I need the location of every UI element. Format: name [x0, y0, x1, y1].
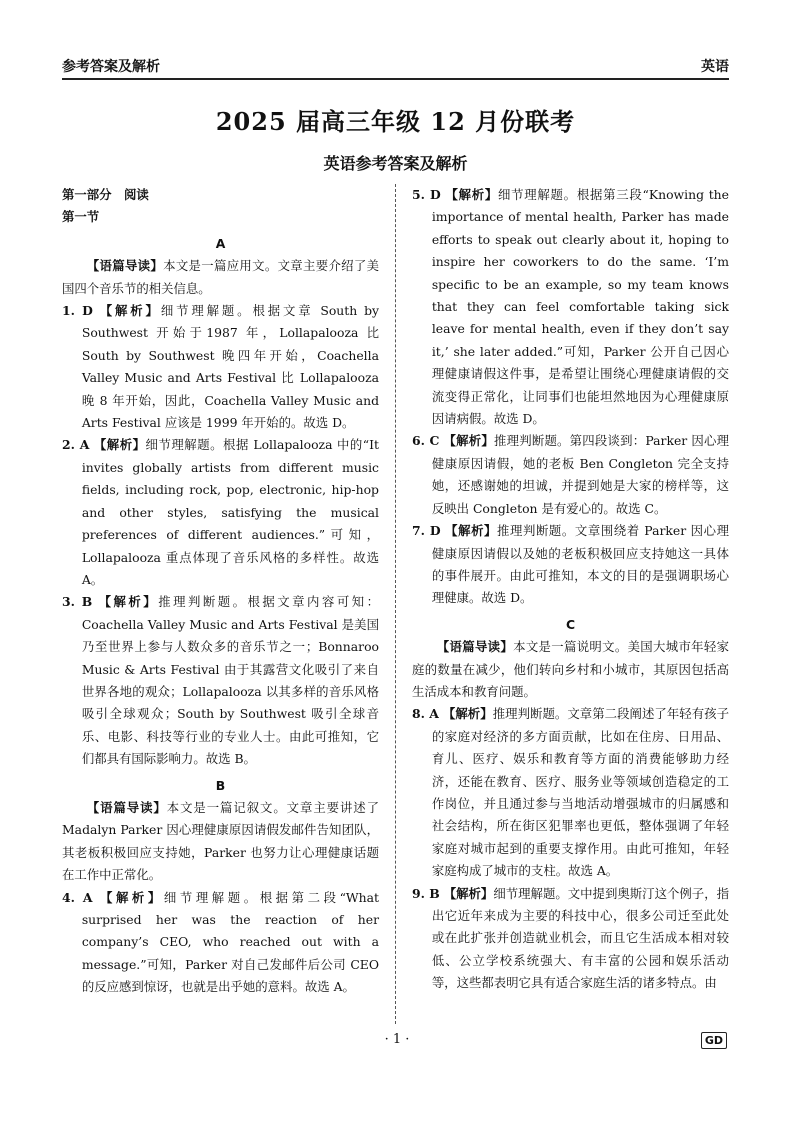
analysis-tag: 【解析】: [99, 303, 161, 319]
answer-item-6: [412, 430, 729, 520]
passage-a-letter: A: [215, 235, 226, 251]
answer-item-5: [412, 184, 729, 430]
right-column: [402, 184, 729, 1024]
header-subject-label: 英语: [701, 59, 729, 75]
intro-text: 本文是一篇应用文。文章主要介绍了美国四个音乐节的相关信息。: [62, 258, 379, 296]
analysis-text: 推理判断题。第四段谈到：Parker 因心理健康原因请假，她的老板 Ben Congleton 完全支持她，还感谢她的坦诚，并提到她是大家的榜样等，这反映出 Congleton 是有爱心的。故选 C。: [431, 433, 729, 516]
analysis-tag: 【解析】: [443, 885, 494, 901]
analysis-text: 细节理解题。文中提到奥斯汀这个例子，指出它近年来成为主要的科技中心，很多公司迁至此处或在此扩张并创造就业机会，而且它生活成本相对较低、公立学校系统强大、有丰富的公园和娱乐活动等，这些都表明它具有适合家庭生活的诸多特点。由: [431, 885, 729, 991]
analysis-text: 细节理解题。根据 Lollapalooza 中的“It invites globally artists from different music fields, including rock, pop, electronic, hip-hop and other styles, satisfying the musical preferences of different audiences.”可知，Lollapalooza 重点体现了音乐风格的多样性。故选 A。: [81, 437, 379, 587]
analysis-text: 细节理解题。根据文章 South by Southwest 开始于1987 年，Lollapalooza 比 South by Southwest 晚四年开始，Coachella Valley Music and Arts Festival 比 Lollapalooza 晚 8 年开始，因此，Coachella Valley Music and Arts Festival 应该是 1999 年开始的。故选 D。: [81, 303, 379, 431]
analysis-text: 推理判断题。根据文章内容可知：Coachella Valley Music and Arts Festival 是美国乃至世界上参与人数众多的音乐节之一；Bonnaroo Music & Arts Festival 由于其露营文化吸引了来自世界各地的观众；Lollapalooza 以其多样的音乐风格吸引全球观众；South by Southwest 吸引全球音乐、电影、科技等行业的专业人士。由此可推知，它们都具有国际影响力。故选 B。: [81, 594, 379, 767]
column-divider: [395, 184, 396, 1024]
exam-title: 2025 届高三年级 12 月份联考: [215, 107, 576, 136]
section-heading: 第一节: [62, 209, 100, 225]
analysis-tag: 【解析】: [93, 437, 146, 453]
passage-b-intro: [62, 797, 379, 887]
page-number: · 1 ·: [384, 1032, 410, 1047]
answer-item-4: [62, 887, 379, 999]
running-header: [62, 0, 729, 80]
intro-text: 本文是一篇记叙文。文章主要讲述了 Madalyn Parker 因心理健康原因请假发邮件告知团队，其老板积极回应支持她，Parker 也努力让心理健康话题在工作中正常化。: [62, 799, 380, 883]
header-left-label: 参考答案及解析: [62, 59, 160, 75]
exam-subtitle: 英语参考答案及解析: [323, 154, 468, 173]
analysis-tag: 【解析】: [443, 433, 494, 449]
intro-tag: 【语篇导读】: [86, 258, 164, 274]
answer-item-3: [62, 591, 379, 770]
answer-number: 4. A: [62, 889, 93, 905]
analysis-text: 推理判断题。文章第二段阐述了年轻有孩子的家庭对经济的多方面贡献，比如在住房、日用品、育儿、医疗、娱乐和教育等方面的消费能够助力经济，还能在教育、医疗、服务业等领域创造稳定的工作岗位，并且通过参与当地活动增强城市的归属感和社会结构，所在街区犯罪率也更低，整体强调了年轻家庭对城市起到的重要支撑作用。由此可推知，年轻家庭构成了城市的支柱。故选 A。: [431, 706, 729, 879]
passage-b-letter: B: [215, 777, 226, 793]
intro-tag: 【语篇导读】: [86, 799, 167, 815]
left-column: [62, 184, 387, 1024]
answer-number: 6. C: [412, 433, 440, 449]
two-column-body: [62, 184, 729, 1024]
analysis-tag: 【解析】: [442, 706, 493, 722]
intro-tag: 【语篇导读】: [436, 639, 514, 655]
answer-number: 5. D: [412, 187, 441, 202]
passage-c-intro: [412, 636, 729, 703]
answer-item-8: [412, 703, 729, 882]
region-badge: GD: [701, 1032, 727, 1049]
analysis-tag: 【解析】: [445, 523, 498, 539]
analysis-tag: 【解析】: [98, 594, 159, 610]
passage-a-intro: [62, 255, 379, 300]
answer-number: 2. A: [62, 437, 90, 453]
analysis-tag: 【解析】: [99, 889, 164, 905]
part-heading: 第一部分 阅读: [62, 187, 149, 202]
analysis-text: 细节理解题。根据第三段“Knowing the importance of mental health, Parker has made efforts to speak out clearly about it, hoping to inspire her coworkers to do the same. ‘I’m specific to be an example, so my team knows that they can feel comfortable taking sick leave for mental health, even if they don’t say it,’ she later added.”可知，Parker 公开自己因心理健康请假这件事，是希望让围绕心理健康请假的交流变得正常化，让同事们也能坦然地因为心理健康原因请病假。故选 D。: [431, 187, 729, 427]
answer-item-1: [62, 300, 379, 434]
analysis-tag: 【解析】: [445, 187, 498, 202]
answer-item-2: [62, 434, 379, 591]
answer-item-7: [412, 520, 729, 610]
answer-number: 3. B: [62, 594, 93, 610]
intro-text: 本文是一篇说明文。美国大城市年轻家庭的数量在减少，他们转向乡村和小城市，其原因包括高生活成本和教育问题。: [412, 639, 729, 699]
answer-item-9: [412, 883, 729, 995]
analysis-text: 细节理解题。根据第二段“What surprised her was the reaction of her company’s CEO, who reached out with a message.”可知，Parker 对自己发邮件后公司 CEO 的反应感到惊讶，也就是出乎她的意料。故选 A。: [81, 889, 379, 995]
answer-number: 8. A: [412, 706, 439, 722]
answer-number: 7. D: [412, 523, 441, 539]
answer-number: 9. B: [412, 885, 440, 901]
answer-number: 1. D: [62, 303, 93, 319]
passage-c-letter: C: [565, 616, 576, 632]
analysis-text: 推理判断题。文章围绕着 Parker 因心理健康原因请假以及她的老板积极回应支持她这一具体的事件展开。由此可推知，本文的目的是强调职场心理健康。故选 D。: [431, 523, 729, 606]
